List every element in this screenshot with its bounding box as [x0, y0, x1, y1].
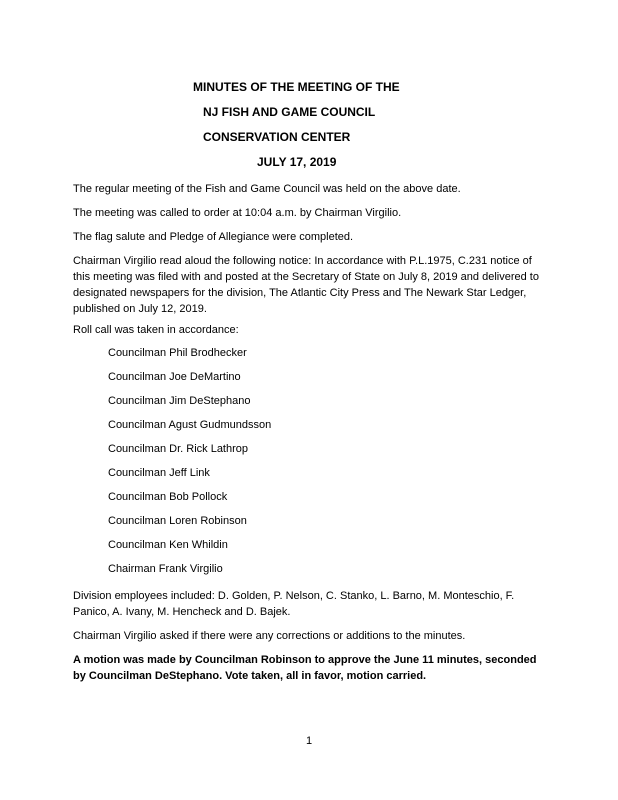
roll-call-item: Councilman Jeff Link [108, 467, 210, 479]
paragraph-flag-salute: The flag salute and Pledge of Allegiance were completed. [73, 231, 354, 243]
paragraph-roll-call-intro: Roll call was taken in accordance: [73, 324, 239, 336]
paragraph-notice: Chairman Virgilio read aloud the following notice: In accordance with P.L.1975, C.231 notice of this meeting was filed with and posted at the Secretary of State on July 8, 2019 and delivered to designated newspapers for the division, The Atlantic City Press and The Newark Star Ledger, published on July 12, 2019. [73, 255, 539, 315]
title-line-1: MINUTES OF THE MEETING OF THE [193, 80, 400, 94]
roll-call-item: Councilman Jim DeStephano [108, 395, 251, 407]
page-number: 1 [305, 735, 313, 747]
paragraph-called-to-order: The meeting was called to order at 10:04 a.m. by Chairman Virgilio. [73, 207, 402, 219]
meeting-date: JULY 17, 2019 [257, 155, 337, 169]
roll-call-item: Chairman Frank Virgilio [108, 563, 223, 575]
roll-call-item: Councilman Bob Pollock [108, 491, 228, 503]
paragraph-meeting-held: The regular meeting of the Fish and Game Council was held on the above date. [73, 183, 461, 195]
roll-call-list [108, 345, 271, 585]
roll-call-item: Councilman Dr. Rick Lathrop [108, 443, 249, 455]
paragraph-division-employees: Division employees included: D. Golden, P. Nelson, C. Stanko, L. Barno, M. Monteschio, F. Panico, A. Ivany, M. Hencheck and D. Bajek. [73, 590, 515, 618]
roll-call-item: Councilman Phil Brodhecker [108, 347, 247, 359]
roll-call-item: Councilman Joe DeMartino [108, 371, 241, 383]
roll-call-item: Councilman Ken Whildin [108, 539, 228, 551]
title-line-3: CONSERVATION CENTER [203, 130, 351, 144]
paragraph-corrections: Chairman Virgilio asked if there were any corrections or additions to the minutes. [73, 630, 466, 642]
roll-call-item: Councilman Agust Gudmundsson [108, 419, 272, 431]
title-line-2: NJ FISH AND GAME COUNCIL [203, 105, 376, 119]
paragraph-motion: A motion was made by Councilman Robinson to approve the June 11 minutes, seconded by Councilman DeStephano. Vote taken, all in favor, motion carried. [73, 654, 537, 682]
roll-call-item: Councilman Loren Robinson [108, 515, 247, 527]
